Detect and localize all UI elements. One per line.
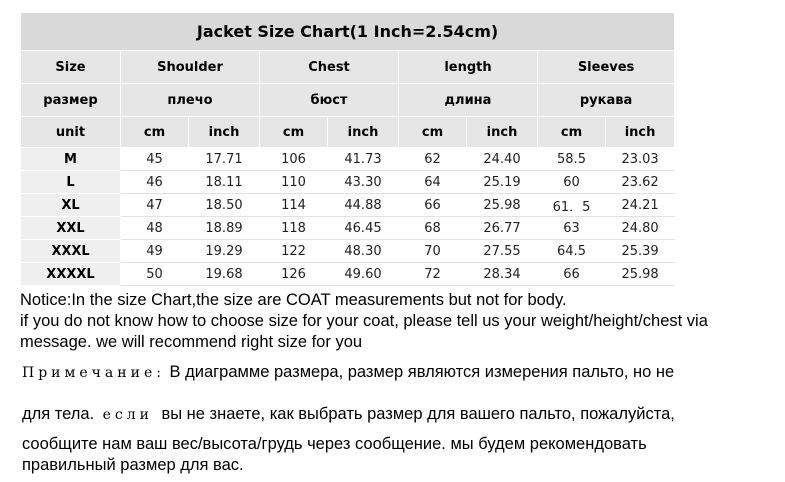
notice-text: В диаграмме размера, размер являются измерения пальто, но не <box>164 363 675 381</box>
size-label-cell: XXL <box>21 217 121 240</box>
unit-cell: cm <box>121 117 189 148</box>
unit-cell: inch <box>328 117 399 148</box>
size-label-cell: XXXL <box>21 240 121 263</box>
measurement-cell: 43.30 <box>328 171 399 194</box>
measurement-cell: 24.40 <box>467 148 538 171</box>
measurement-cell: 61．5 <box>538 194 606 217</box>
russian-notice-line-1 <box>22 362 782 384</box>
measurement-cell: 66 <box>399 194 467 217</box>
size-label-cell: M <box>21 148 121 171</box>
notice-text: вы не знаете, как выбрать размер для вашего пальто, пожалуйста, <box>161 405 675 423</box>
measurement-cell: 60 <box>538 171 606 194</box>
header-length-ru: длина <box>399 84 538 117</box>
table-row <box>21 194 675 217</box>
measurement-cell: 46.45 <box>328 217 399 240</box>
notice-line: сообщите нам ваш вес/высота/грудь через сообщение. мы будем рекомендовать <box>22 435 647 453</box>
measurement-cell: 66 <box>538 263 606 286</box>
measurement-cell: 72 <box>399 263 467 286</box>
english-notice <box>20 290 780 353</box>
header-size: Size <box>21 51 121 84</box>
measurement-cell: 19.68 <box>189 263 260 286</box>
header-length: length <box>399 51 538 84</box>
measurement-cell: 24.21 <box>606 194 675 217</box>
notice-line: if you do not know how to choose size for your coat, please tell us your weight/height/chest via <box>20 312 708 330</box>
measurement-cell: 45 <box>121 148 189 171</box>
notice-text: для тела. <box>22 405 95 423</box>
size-label-cell: XL <box>21 194 121 217</box>
measurement-cell: 41.73 <box>328 148 399 171</box>
measurement-cell: 110 <box>260 171 328 194</box>
measurement-cell: 114 <box>260 194 328 217</box>
size-label-cell: L <box>21 171 121 194</box>
unit-label: unit <box>21 117 121 148</box>
measurement-cell: 25.98 <box>606 263 675 286</box>
measurement-cell: 25.39 <box>606 240 675 263</box>
header-chest-ru: бюст <box>260 84 399 117</box>
measurement-cell: 18.11 <box>189 171 260 194</box>
size-chart-table <box>20 12 675 286</box>
measurement-cell: 24.80 <box>606 217 675 240</box>
header-size-ru: размер <box>21 84 121 117</box>
table-row <box>21 240 675 263</box>
measurement-cell: 68 <box>399 217 467 240</box>
header-shoulder: Shoulder <box>121 51 260 84</box>
measurement-cell: 122 <box>260 240 328 263</box>
table-row <box>21 171 675 194</box>
measurement-cell: 118 <box>260 217 328 240</box>
measurement-cell: 18.89 <box>189 217 260 240</box>
measurement-cell: 27.55 <box>467 240 538 263</box>
measurement-cell: 47 <box>121 194 189 217</box>
measurement-cell: 26.77 <box>467 217 538 240</box>
measurement-cell: 25.19 <box>467 171 538 194</box>
measurement-cell: 44.88 <box>328 194 399 217</box>
measurement-cell: 48 <box>121 217 189 240</box>
unit-cell: cm <box>399 117 467 148</box>
measurement-cell: 126 <box>260 263 328 286</box>
header-shoulder-ru: плечо <box>121 84 260 117</box>
notice-spaced-word: если <box>94 407 162 423</box>
header-chest: Chest <box>260 51 399 84</box>
table-row <box>21 217 675 240</box>
measurement-cell: 46 <box>121 171 189 194</box>
measurement-cell: 58.5 <box>538 148 606 171</box>
unit-cell: cm <box>538 117 606 148</box>
measurement-cell: 106 <box>260 148 328 171</box>
russian-notice-line-3 <box>22 434 782 476</box>
notice-line: правильный размер для вас. <box>22 456 244 474</box>
notice-line: message. we will recommend right size for you <box>20 333 363 351</box>
header-sleeves: Sleeves <box>538 51 675 84</box>
measurement-cell: 25.98 <box>467 194 538 217</box>
russian-notice-line-2 <box>22 404 782 426</box>
measurement-cell: 23.03 <box>606 148 675 171</box>
table-row <box>21 148 675 171</box>
table-row <box>21 263 675 286</box>
measurement-cell: 49 <box>121 240 189 263</box>
measurement-cell: 28.34 <box>467 263 538 286</box>
measurement-cell: 64 <box>399 171 467 194</box>
table-title: Jacket Size Chart(1 Inch=2.54cm) <box>21 13 675 51</box>
russian-notice-prefix: Примечание: <box>22 365 165 381</box>
measurement-cell: 62 <box>399 148 467 171</box>
measurement-cell: 23.62 <box>606 171 675 194</box>
measurement-cell: 70 <box>399 240 467 263</box>
header-sleeves-ru: рукава <box>538 84 675 117</box>
measurement-cell: 50 <box>121 263 189 286</box>
unit-cell: inch <box>189 117 260 148</box>
unit-cell: cm <box>260 117 328 148</box>
measurement-cell: 19.29 <box>189 240 260 263</box>
measurement-cell: 48.30 <box>328 240 399 263</box>
measurement-cell: 63 <box>538 217 606 240</box>
unit-cell: inch <box>606 117 675 148</box>
size-label-cell: XXXXL <box>21 263 121 286</box>
notice-line: Notice:In the size Chart,the size are COAT measurements but not for body. <box>20 291 567 309</box>
unit-cell: inch <box>467 117 538 148</box>
measurement-cell: 17.71 <box>189 148 260 171</box>
measurement-cell: 64.5 <box>538 240 606 263</box>
measurement-cell: 18.50 <box>189 194 260 217</box>
measurement-cell: 49.60 <box>328 263 399 286</box>
